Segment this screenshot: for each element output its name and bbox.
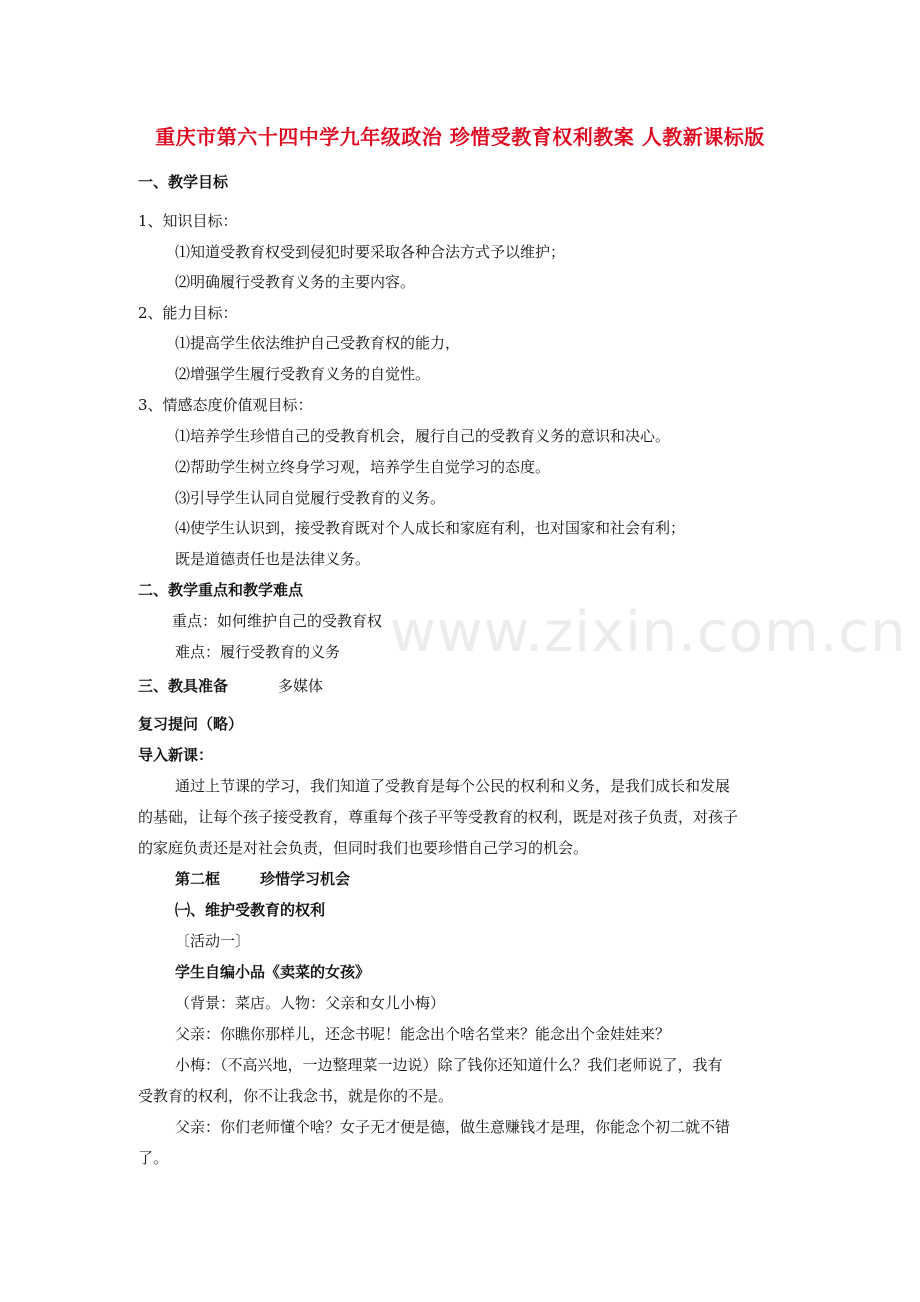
attitude-goal-2: ⑵帮助学生树立终身学习观，培养学生自觉学习的态度。 <box>175 458 551 476</box>
intro-paragraph-line-2: 的基础，让每个孩子接受教育，尊重每个孩子平等受教育的权利，既是对孩子负责，对孩子 <box>138 808 739 826</box>
attitude-goal-3: ⑶引导学生认同自觉履行受教育的义务。 <box>175 489 446 507</box>
frame-label: 第二框 <box>175 870 221 888</box>
ability-goal-2: ⑵增强学生履行受教育义务的自觉性。 <box>175 365 431 383</box>
dialogue-father-2-line-2: 了。 <box>138 1149 169 1167</box>
knowledge-goal-1: ⑴知道受教育权受到侵犯时要采取各种合法方式予以维护； <box>175 243 566 261</box>
intro-paragraph-line-3: 的家庭负责还是对社会负责，但同时我们也要珍惜自己学习的机会。 <box>138 839 589 857</box>
dialogue-father-2-line-1: 父亲：你们老师懂个啥？女子无才便是德，做生意赚钱才是理，你能念个初二就不错 <box>175 1118 731 1136</box>
subsection-heading: ㈠、维护受教育的权利 <box>175 901 326 919</box>
attitude-goal-4: ⑷使学生认识到，接受教育既对个人成长和家庭有利，也对国家和社会有利； <box>175 519 686 537</box>
knowledge-goal-label: 1、知识目标： <box>138 212 238 230</box>
dialogue-xiaomei-line-2: 受教育的权利，你不让我念书，就是你的不是。 <box>138 1087 454 1105</box>
attitude-goal-1: ⑴培养学生珍惜自己的受教育机会，履行自己的受教育义务的意识和决心。 <box>175 427 671 445</box>
frame-title: 珍惜学习机会 <box>260 870 351 888</box>
tools-value: 多媒体 <box>278 677 324 695</box>
intro-paragraph-line-1: 通过上节课的学习，我们知道了受教育是每个公民的权利和义务，是我们成长和发展 <box>175 777 731 795</box>
section-heading-key-points: 二、教学重点和教学难点 <box>138 581 304 599</box>
skit-background: （背景：菜店。人物：父亲和女儿小梅） <box>175 994 446 1012</box>
difficult-point: 难点：履行受教育的义务 <box>175 643 341 661</box>
attitude-goal-4-cont: 既是道德责任也是法律义务。 <box>175 550 371 568</box>
dialogue-father-1: 父亲：你瞧你那样儿，还念书呢！能念出个啥名堂来？能念出个金娃娃来？ <box>175 1025 671 1043</box>
knowledge-goal-2: ⑵明确履行受教育义务的主要内容。 <box>175 273 416 291</box>
review-heading: 复习提问（略） <box>138 715 244 733</box>
dialogue-xiaomei-line-1: 小梅：（不高兴地，一边整理菜一边说）除了钱你还知道什么？我们老师说了，我有 <box>175 1056 723 1074</box>
attitude-goal-label: 3、情感态度价值观目标： <box>138 396 313 414</box>
ability-goal-label: 2、能力目标： <box>138 304 238 322</box>
key-point: 重点：如何维护自己的受教育权 <box>172 612 383 630</box>
watermark: www.zixin.com.cn <box>390 600 907 665</box>
activity-label: 〔活动一〕 <box>175 932 251 950</box>
intro-heading: 导入新课： <box>138 746 214 764</box>
skit-title: 学生自编小品《卖菜的女孩》 <box>175 963 371 981</box>
ability-goal-1: ⑴提高学生依法维护自己受教育权的能力， <box>175 334 461 352</box>
section-heading-objectives: 一、教学目标 <box>138 173 229 191</box>
section-heading-tools: 三、教具准备 <box>138 677 229 695</box>
document-title: 重庆市第六十四中学九年级政治 珍惜受教育权利教案 人教新课标版 <box>155 125 765 149</box>
